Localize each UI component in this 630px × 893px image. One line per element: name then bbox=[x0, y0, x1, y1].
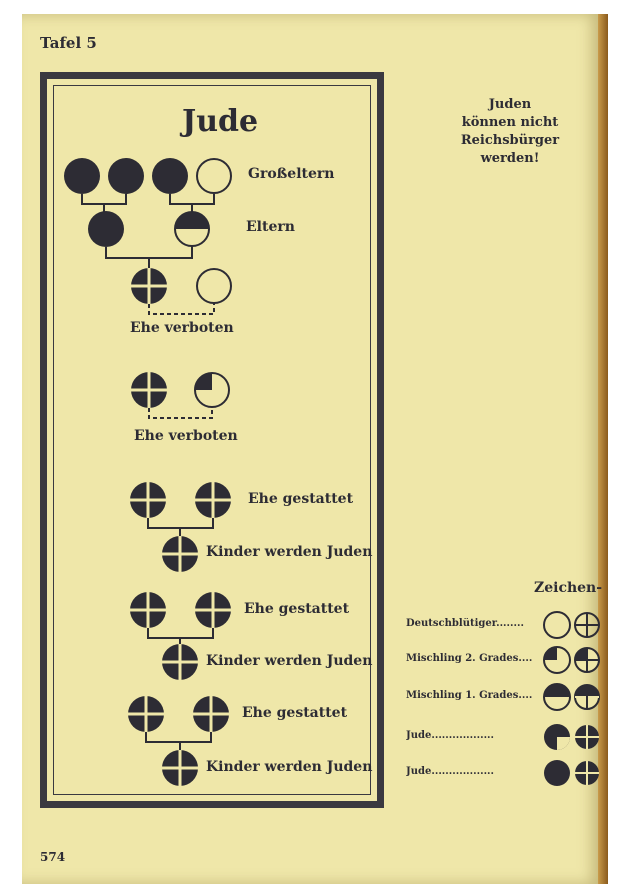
label-grandparents: Großeltern bbox=[248, 166, 335, 182]
grandparent-circle-4 bbox=[197, 159, 231, 193]
label-marriage-allowed-1: Ehe gestattet bbox=[248, 491, 354, 507]
legend-item-jude-2: Jude.................. bbox=[406, 766, 495, 777]
label-children-3: Kinder werden Juden bbox=[206, 759, 373, 775]
label-children-1: Kinder werden Juden bbox=[206, 544, 373, 560]
side-note-line-3: Reichsbürger bbox=[460, 133, 560, 148]
label-parents: Eltern bbox=[246, 219, 295, 235]
couple1-deutschblueter bbox=[197, 269, 231, 303]
legend-item-jude-1: Jude.................. bbox=[406, 730, 495, 741]
side-note bbox=[440, 96, 580, 168]
legend-title: Zeichen- bbox=[534, 580, 603, 596]
label-marriage-forbidden-2: Ehe verboten bbox=[134, 428, 238, 444]
side-note-line-1: Juden bbox=[488, 97, 532, 112]
grandparent-circle-2 bbox=[108, 158, 144, 194]
page-number: 574 bbox=[40, 850, 66, 864]
label-marriage-allowed-2: Ehe gestattet bbox=[244, 601, 350, 617]
panel-title: Jude bbox=[182, 104, 259, 139]
legend-symbols bbox=[544, 612, 599, 786]
legend-item-deutschbluetiger: Deutschblütiger........ bbox=[406, 618, 524, 629]
grandparent-circle-1 bbox=[64, 158, 100, 194]
side-note-line-2: können nicht bbox=[461, 115, 559, 130]
side-note-line-4: werden! bbox=[480, 151, 540, 166]
label-children-2: Kinder werden Juden bbox=[206, 653, 373, 669]
legend-item-mischling-2: Mischling 2. Grades.... bbox=[406, 653, 533, 664]
grandparent-circle-3 bbox=[152, 158, 188, 194]
parent-circle-1 bbox=[88, 211, 124, 247]
legend-item-mischling-1: Mischling 1. Grades.... bbox=[406, 690, 533, 701]
page-header: Tafel 5 bbox=[40, 34, 97, 52]
label-marriage-allowed-3: Ehe gestattet bbox=[242, 705, 348, 721]
label-marriage-forbidden-1: Ehe verboten bbox=[130, 320, 234, 336]
